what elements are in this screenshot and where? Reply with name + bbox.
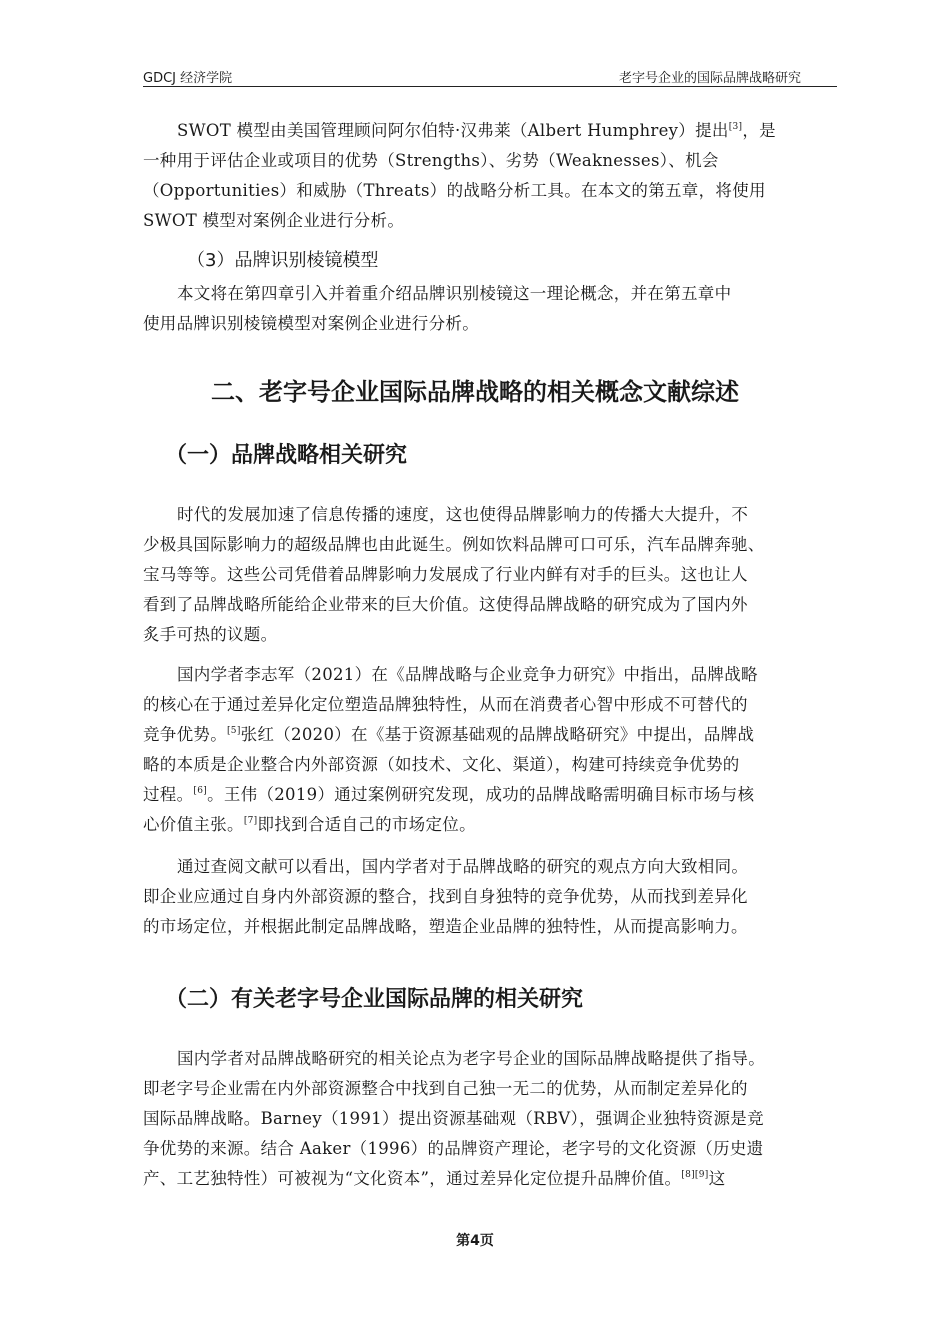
header-school: GDCJ 经济学院 [143,71,233,86]
page-header [143,64,837,86]
summary-paragraph [143,852,837,942]
citation-7: [7] [243,816,258,826]
text-line [143,116,837,146]
text-line [143,1164,837,1194]
text-line: （Opportunities）和威胁（Threats）的战略分析工具。在本文的第五章，将使用 [143,181,766,200]
header-divider [143,86,837,87]
text-line: 国内学者李志军（2021）在《品牌战略与企业竞争力研究》中指出，品牌战略 [177,665,758,684]
text-line: 的市场定位，并根据此制定品牌战略，塑造企业品牌的独特性，从而提高影响力。 [143,917,748,936]
citation-3: [3] [728,122,743,132]
page-number: 第4页 [456,1233,494,1249]
text-run: 张红（2020）在《基于资源基础观的品牌战略研究》中提出，品牌战 [240,725,755,744]
text-run: SWOT 模型由美国管理顾问阿尔伯特·汉弗莱（Albert Humphrey）提出 [177,121,729,140]
text-line: 时代的发展加速了信息传播的速度，这也使得品牌影响力的传播大大提升，不 [177,505,749,524]
text-line: 炙手可热的议题。 [143,625,278,644]
laozihao-paragraph [143,1044,837,1194]
text-line: 争优势的来源。结合 Aaker（1996）的品牌资产理论，老字号的文化资源（历史遗 [143,1139,764,1158]
subheading-brand-prism: （3）品牌识别棱镜模型 [187,250,379,271]
text-run: 这 [708,1169,726,1188]
chapter-title: 二、老字号企业国际品牌战略的相关概念文献综述 [211,378,739,406]
text-line: 的核心在于通过差异化定位塑造品牌独特性，从而在消费者心智中形成不可替代的 [143,695,748,714]
text-line [143,720,837,750]
citation-8-9: [8][9] [681,1170,709,1180]
text-line: 一种用于评估企业或项目的优势（Strengths）、劣势（Weaknesses）、机会 [143,151,719,170]
text-run: 即找到合适自己的市场定位。 [257,815,476,834]
section-title-brand-strategy: （一）品牌战略相关研究 [165,443,408,468]
text-run: 竞争优势。 [143,725,227,744]
text-run: 。王伟（2019）通过案例研究发现，成功的品牌战略需明确目标市场与核 [207,785,755,804]
text-line: 看到了品牌战略所能给企业带来的巨大价值。这使得品牌战略的研究成为了国内外 [143,595,748,614]
text-run: 产、工艺独特性）可被视为“文化资本”，通过差异化定位提升品牌价值。 [143,1169,682,1188]
era-paragraph [143,500,837,650]
text-line: 即企业应通过自身内外部资源的整合，找到自身独特的竞争优势，从而找到差异化 [143,887,748,906]
citation-5: [5] [227,726,241,736]
text-line: 宝马等等。这些公司凭借着品牌影响力发展成了行业内鲜有对手的巨头。这也让人 [143,565,748,584]
text-line: 国际品牌战略。Barney（1991）提出资源基础观（RBV），强调企业独特资源是竞 [143,1109,764,1128]
text-run: 心价值主张。 [143,815,244,834]
text-line: 略的本质是企业整合内外部资源（如技术、文化、渠道），构建可持续竞争优势的 [143,755,740,774]
text-line: 国内学者对品牌战略研究的相关论点为老字号企业的国际品牌战略提供了指导。 [177,1049,765,1068]
text-line [143,810,837,840]
swot-paragraph [143,116,837,236]
text-line: 通过查阅文献可以看出，国内学者对于品牌战略的研究的观点方向大致相同。 [177,857,749,876]
text-line: 使用品牌识别棱镜模型对案例企业进行分析。 [143,314,479,333]
text-line: SWOT 模型对案例企业进行分析。 [143,211,405,230]
section-title-laozihao: （二）有关老字号企业国际品牌的相关研究 [165,987,584,1012]
prism-paragraph [143,279,837,339]
citation-6: [6] [193,786,208,796]
text-line: 即老字号企业需在内外部资源整合中找到自己独一无二的优势，从而制定差异化的 [143,1079,748,1098]
text-line [143,780,837,810]
text-run: 过程。 [143,785,194,804]
text-run: ，是 [742,121,776,140]
domestic-scholars-paragraph [143,660,837,840]
header-paper-title: 老字号企业的国际品牌战略研究 [618,71,801,86]
text-line: 少极具国际影响力的超级品牌也由此诞生。例如饮料品牌可口可乐，汽车品牌奔驰、 [143,535,765,554]
text-line: 本文将在第四章引入并着重介绍品牌识别棱镜这一理论概念，并在第五章中 [177,284,732,303]
